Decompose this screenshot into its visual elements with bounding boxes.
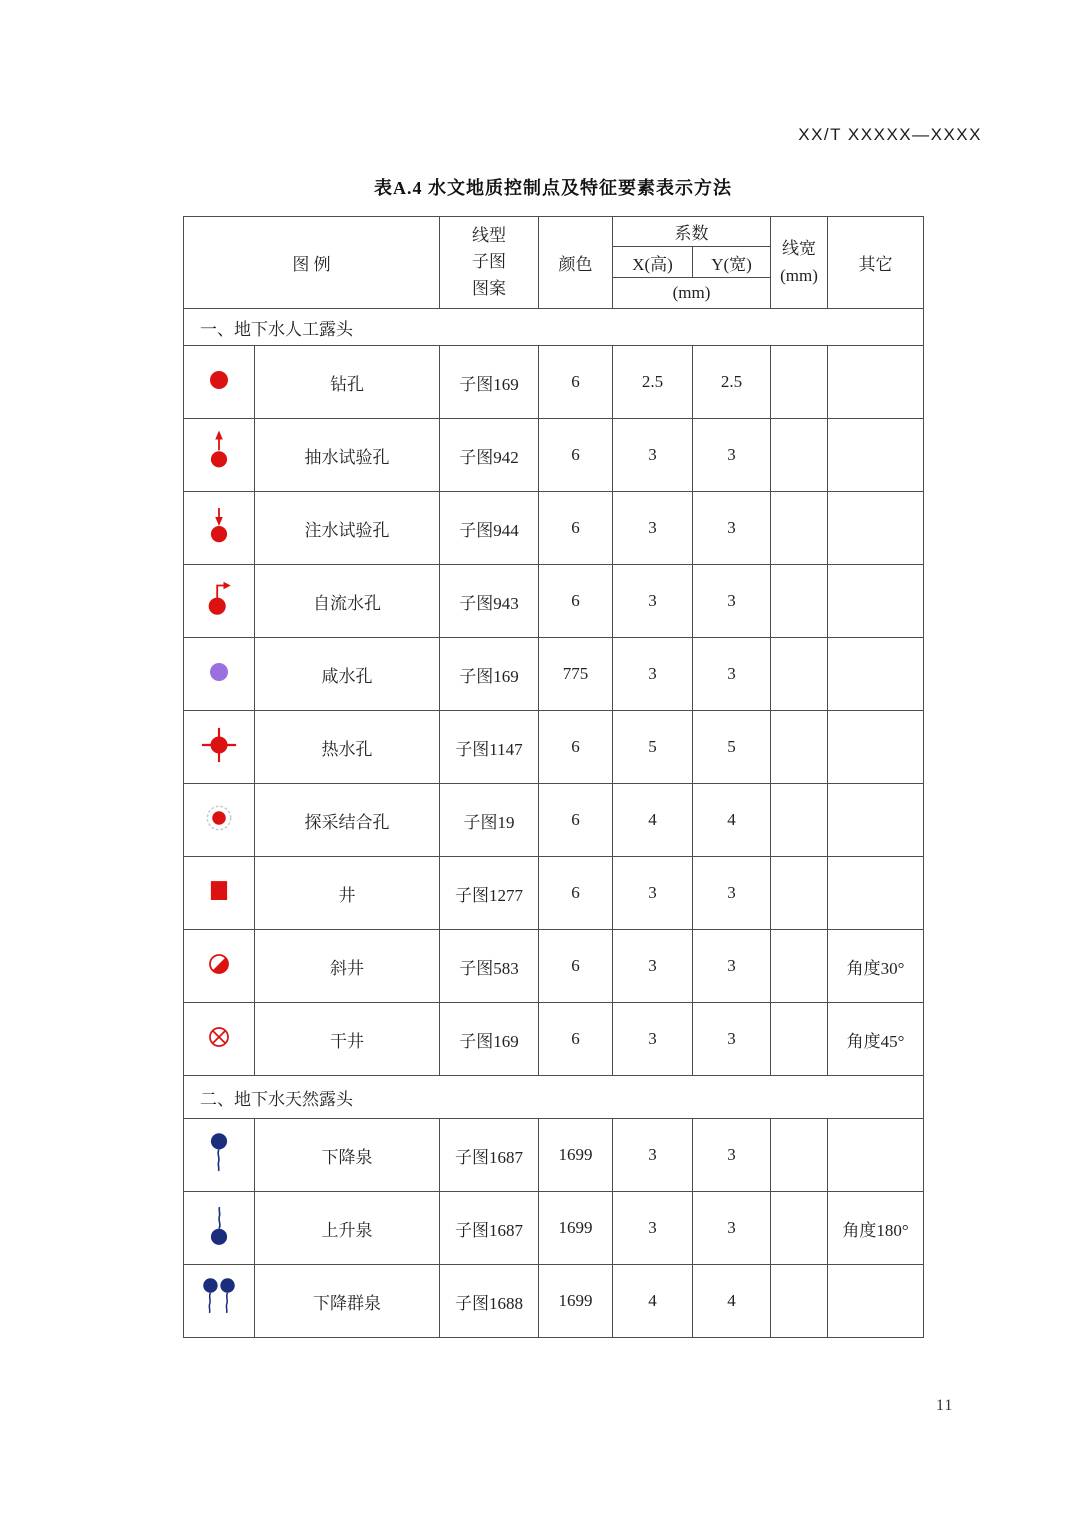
cell-subpattern: 子图583	[440, 930, 539, 1003]
cell-other: 角度45°	[828, 1003, 924, 1076]
col-header-other: 其它	[828, 217, 924, 309]
cell-name: 下降群泉	[255, 1265, 440, 1338]
page-number: 11	[936, 1397, 954, 1414]
cell-name: 干井	[255, 1003, 440, 1076]
cell-color: 6	[539, 346, 613, 419]
cell-subpattern: 子图169	[440, 638, 539, 711]
table-title: 表A.4 水文地质控制点及特征要素表示方法	[374, 178, 732, 198]
table-header	[184, 217, 924, 309]
table-row	[184, 346, 924, 419]
cell-linewidth	[771, 930, 828, 1003]
symbol-cell	[184, 1192, 255, 1265]
symbol-cell	[184, 419, 255, 492]
cell-name: 钻孔	[255, 346, 440, 419]
cell-name: 探采结合孔	[255, 784, 440, 857]
cell-y-coefficient: 4	[693, 784, 771, 857]
section-title: 二、地下水天然露头	[184, 1076, 924, 1119]
cell-color: 6	[539, 565, 613, 638]
cell-subpattern: 子图1147	[440, 711, 539, 784]
cell-x-coefficient: 3	[613, 492, 693, 565]
cell-color: 1699	[539, 1119, 613, 1192]
cell-y-coefficient: 3	[693, 565, 771, 638]
cell-linewidth	[771, 1003, 828, 1076]
cell-subpattern: 子图1688	[440, 1265, 539, 1338]
saltwater-hole-icon	[192, 645, 246, 699]
cell-name: 咸水孔	[255, 638, 440, 711]
cell-other	[828, 419, 924, 492]
symbol-cell	[184, 565, 255, 638]
col-header-coefficient: 系数	[613, 217, 771, 247]
cell-subpattern: 子图169	[440, 346, 539, 419]
col-header-color: 颜色	[539, 217, 613, 309]
col-header-subpattern-line3: 图案	[472, 278, 506, 298]
cell-other	[828, 1119, 924, 1192]
cell-y-coefficient: 3	[693, 1003, 771, 1076]
col-header-linewidth-line1: 线宽	[782, 239, 816, 259]
cell-linewidth	[771, 565, 828, 638]
symbol-cell	[184, 711, 255, 784]
cell-y-coefficient: 2.5	[693, 346, 771, 419]
cell-name: 下降泉	[255, 1119, 440, 1192]
cell-x-coefficient: 3	[613, 638, 693, 711]
section-row	[184, 1076, 924, 1119]
cell-color: 1699	[539, 1265, 613, 1338]
cell-y-coefficient: 3	[693, 857, 771, 930]
table-row	[184, 419, 924, 492]
dry-well-icon	[192, 1010, 246, 1064]
cell-color: 6	[539, 930, 613, 1003]
cell-linewidth	[771, 419, 828, 492]
descending-spring-icon	[192, 1126, 246, 1180]
standard-code: XX/T XXXXX—XXXX	[798, 125, 982, 144]
cell-color: 6	[539, 711, 613, 784]
cell-other: 角度180°	[828, 1192, 924, 1265]
symbol-cell	[184, 638, 255, 711]
cell-x-coefficient: 3	[613, 565, 693, 638]
well-icon	[192, 864, 246, 918]
col-header-legend: 图 例	[184, 217, 440, 309]
cell-y-coefficient: 3	[693, 492, 771, 565]
cell-color: 6	[539, 492, 613, 565]
symbol-cell	[184, 492, 255, 565]
cell-x-coefficient: 3	[613, 1192, 693, 1265]
col-header-y-wide: Y(宽)	[693, 247, 771, 278]
col-header-x-high: X(高)	[613, 247, 693, 278]
table-row	[184, 857, 924, 930]
cell-linewidth	[771, 1119, 828, 1192]
table-row	[184, 1119, 924, 1192]
col-header-linewidth-line2: (mm)	[780, 265, 818, 285]
col-header-linewidth	[771, 217, 828, 309]
cell-other	[828, 492, 924, 565]
cell-subpattern: 子图169	[440, 1003, 539, 1076]
cell-linewidth	[771, 638, 828, 711]
table-row	[184, 930, 924, 1003]
table-row	[184, 711, 924, 784]
cell-y-coefficient: 4	[693, 1265, 771, 1338]
cell-x-coefficient: 3	[613, 930, 693, 1003]
table-row	[184, 638, 924, 711]
table-row	[184, 492, 924, 565]
cell-linewidth	[771, 492, 828, 565]
cell-other	[828, 711, 924, 784]
descending-spring-group-icon	[192, 1272, 246, 1326]
symbol-cell	[184, 1003, 255, 1076]
cell-other	[828, 346, 924, 419]
cell-other	[828, 638, 924, 711]
exploration-production-hole-icon	[192, 791, 246, 845]
section-row	[184, 309, 924, 346]
col-header-subpattern-line2: 子图	[472, 252, 506, 272]
cell-y-coefficient: 3	[693, 1192, 771, 1265]
cell-y-coefficient: 3	[693, 930, 771, 1003]
cell-other	[828, 784, 924, 857]
symbol-cell	[184, 857, 255, 930]
table-row	[184, 565, 924, 638]
cell-x-coefficient: 3	[613, 1119, 693, 1192]
cell-subpattern: 子图944	[440, 492, 539, 565]
section-title: 一、地下水人工露头	[184, 309, 924, 346]
cell-other	[828, 1265, 924, 1338]
cell-other: 角度30°	[828, 930, 924, 1003]
cell-x-coefficient: 4	[613, 784, 693, 857]
cell-name: 热水孔	[255, 711, 440, 784]
col-header-subpattern-line1: 线型	[472, 225, 506, 245]
cell-subpattern: 子图1687	[440, 1119, 539, 1192]
symbol-cell	[184, 346, 255, 419]
cell-color: 6	[539, 784, 613, 857]
cell-color: 6	[539, 419, 613, 492]
cell-x-coefficient: 4	[613, 1265, 693, 1338]
cell-subpattern: 子图1277	[440, 857, 539, 930]
symbol-cell	[184, 1119, 255, 1192]
cell-color: 6	[539, 857, 613, 930]
cell-linewidth	[771, 784, 828, 857]
hot-water-hole-icon	[192, 718, 246, 772]
cell-other	[828, 857, 924, 930]
injection-test-hole-icon	[192, 499, 246, 553]
cell-linewidth	[771, 711, 828, 784]
legend-table	[183, 216, 924, 1338]
borehole-icon	[192, 353, 246, 407]
col-header-mm: (mm)	[613, 278, 771, 309]
symbol-cell	[184, 1265, 255, 1338]
symbol-cell	[184, 930, 255, 1003]
symbol-cell	[184, 784, 255, 857]
cell-x-coefficient: 5	[613, 711, 693, 784]
cell-color: 775	[539, 638, 613, 711]
cell-y-coefficient: 3	[693, 1119, 771, 1192]
cell-subpattern: 子图943	[440, 565, 539, 638]
cell-name: 抽水试验孔	[255, 419, 440, 492]
cell-name: 斜井	[255, 930, 440, 1003]
table-row	[184, 1192, 924, 1265]
cell-x-coefficient: 3	[613, 419, 693, 492]
table-row	[184, 1265, 924, 1338]
cell-color: 1699	[539, 1192, 613, 1265]
artesian-hole-icon	[192, 572, 246, 626]
cell-subpattern: 子图1687	[440, 1192, 539, 1265]
cell-subpattern: 子图19	[440, 784, 539, 857]
cell-color: 6	[539, 1003, 613, 1076]
ascending-spring-icon	[192, 1199, 246, 1253]
cell-name: 自流水孔	[255, 565, 440, 638]
col-header-subpattern	[440, 217, 539, 309]
cell-linewidth	[771, 857, 828, 930]
cell-linewidth	[771, 346, 828, 419]
table-body	[184, 309, 924, 1338]
cell-linewidth	[771, 1192, 828, 1265]
cell-y-coefficient: 3	[693, 419, 771, 492]
cell-name: 注水试验孔	[255, 492, 440, 565]
table-row	[184, 784, 924, 857]
cell-other	[828, 565, 924, 638]
cell-x-coefficient: 3	[613, 1003, 693, 1076]
cell-subpattern: 子图942	[440, 419, 539, 492]
pumping-test-hole-icon	[192, 426, 246, 480]
cell-name: 井	[255, 857, 440, 930]
cell-linewidth	[771, 1265, 828, 1338]
cell-x-coefficient: 2.5	[613, 346, 693, 419]
cell-name: 上升泉	[255, 1192, 440, 1265]
cell-x-coefficient: 3	[613, 857, 693, 930]
cell-y-coefficient: 5	[693, 711, 771, 784]
cell-y-coefficient: 3	[693, 638, 771, 711]
table-row	[184, 1003, 924, 1076]
inclined-well-icon	[192, 937, 246, 991]
